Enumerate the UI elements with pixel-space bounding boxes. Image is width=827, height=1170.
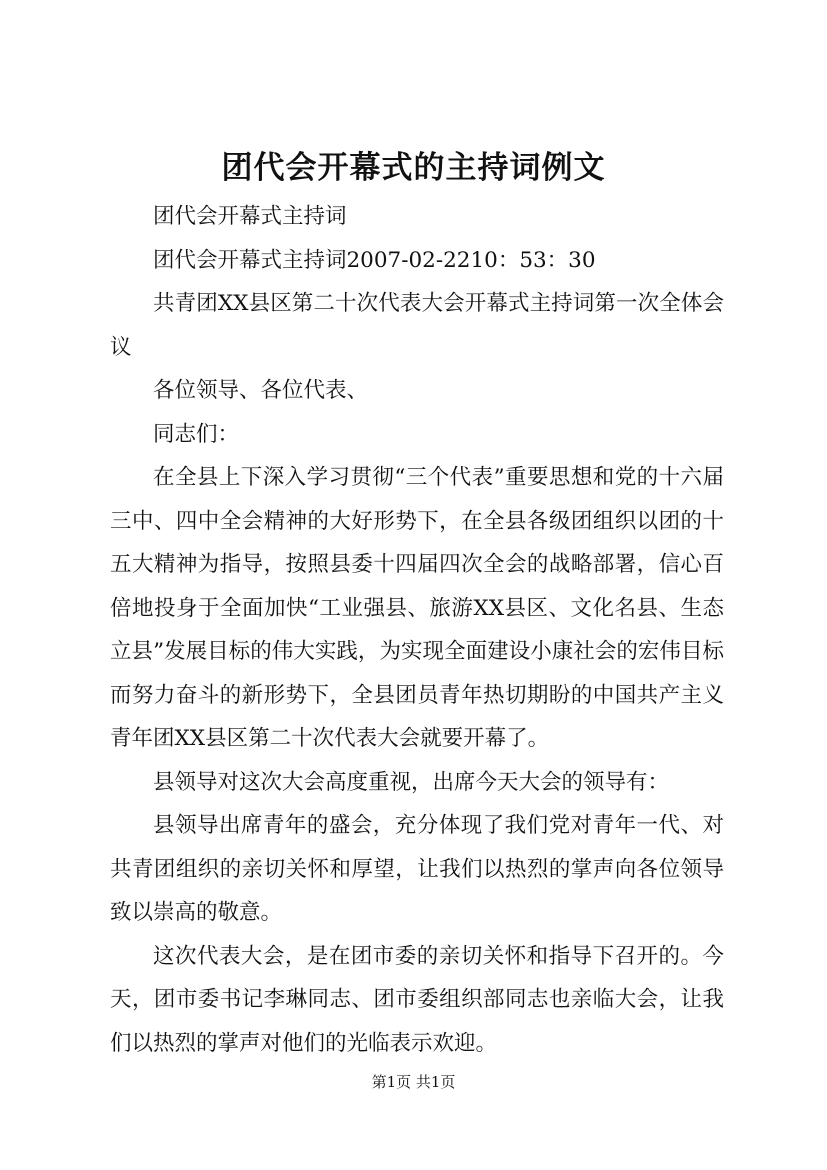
page-number-footer: 第1页 共1页 [371, 1073, 456, 1091]
paragraph-welcome: 这次代表大会，是在团市委的亲切关怀和指导下召开的。今天，团市委书记李琳同志、团市委组织部同志也亲临大会，让我们以热烈的掌声对他们的光临表示欢迎。 [110, 943, 724, 1056]
paragraph-respect: 县领导出席青年的盛会，充分体现了我们党对青年一代、对共青团组织的亲切关怀和厚望，让我们以热烈的掌声向各位领导致以崇高的敬意。 [110, 813, 724, 925]
paragraph-date: 团代会开幕式主持词2007-02-2210：53：30 [153, 247, 596, 273]
document-title: 团代会开幕式的主持词例文 [221, 150, 606, 186]
paragraph-opening: 在全县上下深入学习贯彻“三个代表”重要思想和党的十六届三中、四中全会精神的大好形势下，在全县各级团组织以团的十五大精神为指导，按照县委十四届四次全会的战略部署，信心百倍地投身于全面加快“工业强县、旅游XX县区、文化名县、生态立县”发展目标的伟大实践，为实现全面建设小康社会的宏伟目标而努力奋斗的新形势下，全县团员青年热切期盼的中国共产主义青年团XX县区第二十次代表大会就要开幕了。 [110, 465, 724, 751]
paragraph-heading: 团代会开幕式主持词 [153, 204, 347, 229]
paragraph-meeting-title: 共青团XX县区第二十次代表大会开幕式主持词第一次全体会议 [110, 291, 724, 360]
paragraph-leaders: 县领导对这次大会高度重视，出席今天大会的领导有： [153, 769, 670, 795]
paragraph-comrades: 同志们： [153, 421, 240, 447]
document-body [110, 195, 724, 1065]
paragraph-greeting: 各位领导、各位代表、 [153, 378, 369, 403]
